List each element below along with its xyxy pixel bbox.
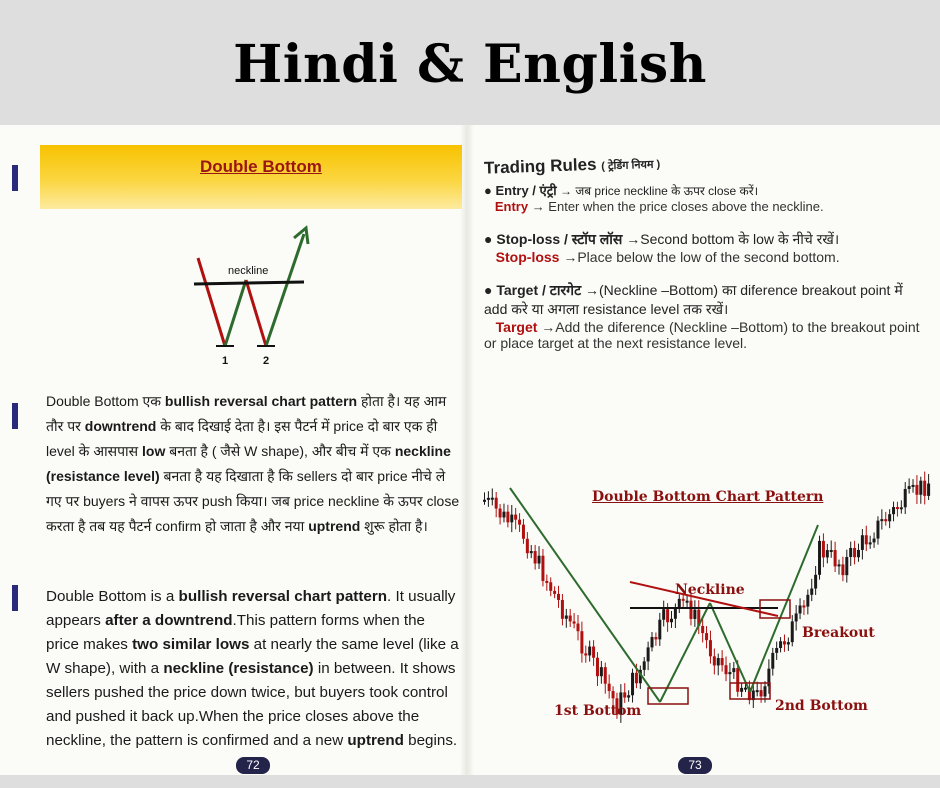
candlestick-chart	[478, 470, 936, 735]
neckline-label: neckline	[228, 265, 269, 277]
candle-body	[538, 556, 541, 564]
hindi-paragraph	[46, 389, 462, 539]
candle-body	[740, 688, 743, 692]
second-leg-down	[246, 280, 266, 346]
candle-body	[522, 525, 525, 539]
text-run: के बाद दिखाई देता है। इस पैटर्न में price दो बार एक ही level के आसपास	[46, 418, 438, 459]
candle-body	[779, 641, 782, 648]
candle-body	[682, 599, 685, 601]
candle-body	[502, 512, 505, 518]
text-run: होता है। यह आम तौर पर	[46, 393, 447, 434]
candle-body	[888, 514, 891, 521]
candle-body	[627, 695, 630, 697]
text-bold: after a downtrend	[105, 612, 233, 629]
rule-english-line	[484, 249, 924, 265]
rule-hindi-text: → जब price neckline के ऊपर close करें।	[556, 184, 759, 198]
first-bottom-box	[648, 688, 688, 704]
candle-body	[588, 647, 591, 656]
rule-entry	[484, 181, 924, 214]
rule-hindi-line: ● Entry / एंट्री → जब price neckline के ऊपर close करें।	[484, 183, 759, 198]
candle-body	[701, 626, 704, 633]
candle-body	[553, 591, 556, 594]
candle-body	[853, 548, 856, 557]
rule-en-label: Entry	[494, 199, 529, 214]
candle-body	[651, 637, 654, 647]
candle-body	[654, 637, 657, 639]
candle-body	[678, 599, 681, 608]
trend-line-down	[510, 488, 660, 702]
candle-body	[662, 609, 665, 620]
candle-body	[713, 656, 716, 665]
text-bold: two similar lows	[132, 636, 250, 653]
text-run: begins.	[403, 732, 458, 749]
text-run: .This pattern forms when the price makes	[46, 612, 425, 653]
text-run: Double Bottom एक	[46, 393, 165, 409]
candle-body	[569, 616, 572, 622]
page-edge-tab	[12, 403, 18, 429]
rule-hindi-text: →Second bottom के low के नीचे रखें।	[622, 231, 840, 247]
candle-body	[631, 673, 634, 695]
text-run: in between. It shows sellers pushed the price down twice, but buyers took control and pushed it back up.When the price closes above the neckline, the pattern is confirmed and a new	[46, 660, 456, 749]
candle-body	[775, 648, 778, 653]
candle-body	[596, 658, 599, 676]
candle-body	[549, 582, 552, 591]
candle-body	[826, 550, 829, 557]
book-gutter	[460, 125, 474, 775]
candle-body	[495, 498, 498, 509]
candle-body	[506, 512, 509, 523]
text-bold: downtrend	[84, 418, 157, 434]
second-bottom-label: 2nd Bottom	[775, 698, 868, 714]
candle-body	[721, 658, 724, 665]
candle-body	[728, 672, 731, 674]
bottom-label-2: 2	[263, 355, 270, 367]
candle-body	[830, 550, 833, 552]
candle-body	[802, 605, 805, 607]
chart-title: Double Bottom Chart Pattern	[592, 489, 824, 505]
candle-body	[518, 520, 521, 525]
candle-body	[744, 688, 747, 690]
candle-body	[689, 601, 692, 619]
candle-body	[573, 621, 576, 623]
text-run: at nearly the same level (like a W shape), with a	[46, 636, 459, 677]
candle-body	[849, 548, 852, 557]
candle-body	[861, 535, 864, 550]
text-bold: low	[142, 443, 166, 459]
rule-english-line	[484, 199, 924, 214]
candle-body	[880, 519, 883, 521]
candle-body	[736, 668, 739, 692]
candle-body	[592, 647, 595, 658]
text-bold: uptrend	[308, 518, 361, 534]
candle-body	[834, 550, 837, 566]
text-run: . It usually appears	[46, 588, 456, 629]
candle-body	[491, 498, 494, 500]
rule-label: Target / टारगेट	[496, 282, 582, 298]
candle-body	[927, 484, 930, 496]
candle-body	[763, 686, 766, 696]
book-spread	[0, 125, 940, 775]
candle-body	[783, 641, 786, 644]
candle-body	[635, 673, 638, 683]
rule-stop-loss	[484, 230, 924, 265]
candle-body	[561, 600, 564, 619]
text-bold: uptrend	[347, 732, 404, 749]
candle-body	[795, 613, 798, 621]
candle-body	[908, 486, 911, 489]
candle-body	[670, 619, 673, 622]
candle-body	[756, 690, 759, 692]
rule-hindi-text: →(Neckline –Bottom) का diference breakout point में add करे या अगला resistance level तक रखें।	[484, 282, 903, 317]
candle-body	[717, 658, 720, 665]
rule-hindi-line: ● Target / टारगेट →(Neckline –Bottom) का diference breakout point में add करे या अगला resistance level तक रखें।	[484, 282, 903, 317]
candle-body	[612, 691, 615, 698]
candle-body	[892, 507, 895, 514]
w-pattern-diagram	[180, 220, 330, 370]
candle-body	[915, 485, 918, 495]
candle-body	[760, 690, 763, 696]
candle-body	[623, 692, 626, 697]
candle-body	[557, 594, 560, 600]
candle-body	[900, 507, 903, 509]
page-title-band	[40, 145, 462, 209]
candle-body	[787, 642, 790, 644]
page-edge-tab	[12, 585, 18, 611]
candle-body	[845, 557, 848, 575]
breakout-label: Breakout	[802, 625, 875, 641]
candle-body	[545, 581, 548, 583]
candle-body	[818, 541, 821, 575]
candle-body	[514, 515, 517, 520]
candle-body	[705, 633, 708, 640]
trading-rules	[484, 151, 924, 351]
candle-body	[841, 564, 844, 575]
rules-title: Trading Rules	[483, 154, 597, 178]
first-leg-up	[225, 280, 246, 346]
first-leg-down	[198, 258, 225, 346]
rule-label: Stop-loss / स्टॉप लॉस	[496, 231, 623, 247]
candle-body	[580, 631, 583, 653]
page-number-right: 73	[678, 757, 712, 774]
candle-body	[576, 624, 579, 632]
rules-heading	[484, 143, 924, 178]
rule-en-text: → Enter when the price closes above the neckline.	[528, 199, 824, 214]
candle-body	[876, 521, 879, 539]
text-run: Double Bottom is a	[46, 588, 179, 605]
rule-target	[484, 281, 924, 351]
candle-body	[869, 542, 872, 544]
text-bold: bullish reversal chart pattern	[178, 588, 388, 605]
candle-body	[499, 509, 502, 518]
rule-hindi-line: ● Stop-loss / स्टॉप लॉस →Second bottom के low के नीचे रखें।	[484, 231, 840, 247]
candle-body	[487, 498, 490, 500]
candle-body	[904, 489, 907, 507]
candle-body	[838, 564, 841, 566]
breakout-leg	[266, 234, 304, 346]
first-bottom-label: 1st Bottom	[554, 703, 642, 719]
english-paragraph	[46, 585, 462, 753]
candle-body	[884, 519, 887, 521]
neckline-line	[194, 282, 304, 284]
rule-en-text: →Add the diference (Neckline –Bottom) to the breakout point or place target at the next resistance level.	[484, 319, 920, 351]
banner-title: Hindi & English	[233, 34, 707, 95]
text-run: शुरू होता है।	[360, 518, 428, 534]
candle-body	[912, 485, 915, 487]
rule-english-line	[484, 319, 924, 351]
candle-body	[526, 539, 529, 553]
candle-body	[709, 640, 712, 656]
neckline-chart-label: Neckline	[675, 582, 745, 598]
candle-body	[732, 668, 735, 672]
candle-body	[666, 609, 669, 622]
rule-en-label: Stop-loss	[495, 249, 560, 265]
text-bold: neckline (resistance level)	[46, 443, 451, 484]
candle-body	[608, 684, 611, 691]
candle-body	[873, 539, 876, 543]
candle-body	[674, 608, 677, 619]
candle-body	[643, 661, 646, 669]
candle-body	[541, 556, 544, 581]
candle-body	[584, 653, 587, 655]
rule-label: Entry / एंट्री	[495, 183, 557, 198]
candle-body	[600, 667, 603, 676]
text-bold: neckline (resistance)	[163, 660, 314, 677]
candle-body	[857, 550, 860, 557]
candle-body	[771, 653, 774, 669]
bottom-label-1: 1	[222, 355, 229, 367]
candle-body	[896, 507, 899, 509]
page-edge-tab	[12, 165, 18, 191]
banner	[0, 0, 940, 120]
candle-body	[483, 500, 486, 502]
candle-body	[658, 620, 661, 640]
candle-body	[791, 621, 794, 642]
candle-body	[810, 589, 813, 595]
candle-body	[799, 605, 802, 613]
rule-en-label: Target	[495, 319, 538, 335]
text-bold: bullish reversal chart pattern	[164, 393, 358, 409]
text-run: बनता है ( जैसे W shape), और बीच में एक	[165, 443, 395, 459]
candle-body	[565, 616, 568, 619]
candle-body	[822, 541, 825, 558]
candle-body	[510, 515, 513, 523]
candle-body	[534, 551, 537, 563]
page-number-left: 72	[236, 757, 270, 774]
candle-body	[725, 665, 728, 674]
candle-body	[806, 595, 809, 607]
candle-body	[530, 551, 533, 553]
candle-body	[923, 481, 926, 496]
candle-body	[604, 667, 607, 684]
text-run: बनता है यह दिखाता है कि sellers दो बार price नीचे ले गए पर buyers ने वापस ऊपर push किया। जब price neckline के ऊपर close करता है तब यह पैटर्न confirm हो जाता है और नया	[46, 468, 460, 534]
candle-body	[814, 575, 817, 589]
rules-title-hindi: ( ट्रेडिंग नियम )	[601, 158, 661, 173]
candle-body	[647, 647, 650, 661]
candle-body	[919, 481, 922, 495]
candle-body	[693, 610, 696, 619]
candle-body	[865, 535, 868, 544]
candle-body	[686, 601, 689, 603]
rule-en-text: →Place below the low of the second bottom.	[559, 249, 840, 265]
page-title: Double Bottom	[200, 157, 322, 176]
